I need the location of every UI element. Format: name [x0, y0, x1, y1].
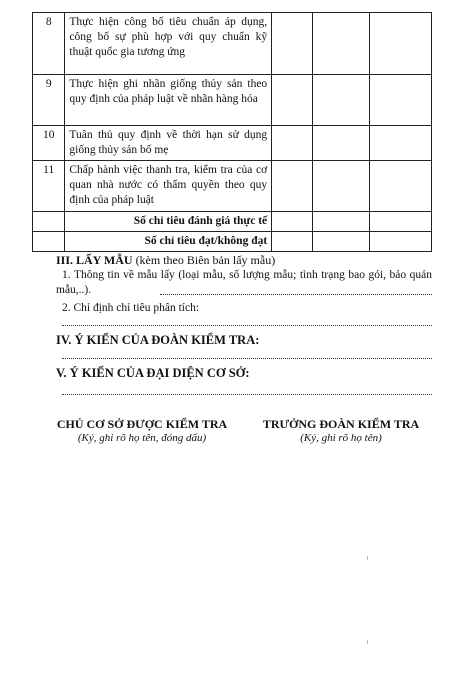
row-cell — [370, 13, 432, 75]
row-cell — [312, 212, 369, 232]
summary-row — [33, 212, 432, 232]
row-cell — [272, 161, 313, 212]
row-number: 11 — [33, 161, 65, 212]
row-cell — [370, 212, 432, 232]
dotted-line — [160, 294, 432, 295]
section-3-note: (kèm theo Biên bản lấy mẫu) — [135, 253, 276, 267]
section-3-heading — [56, 253, 275, 268]
row-cell — [370, 161, 432, 212]
summary-row — [33, 232, 432, 252]
row-number: 9 — [33, 75, 65, 126]
table-row — [33, 126, 432, 161]
row-cell — [33, 232, 65, 252]
owner-signature-note: (Ký, ghi rõ họ tên, đóng dấu) — [77, 432, 207, 444]
team-leader-signature-note: (Ký, ghi rõ họ tên) — [300, 432, 382, 444]
section-5-title: V. Ý KIẾN CỦA ĐẠI DIỆN CƠ SỞ: — [56, 366, 250, 380]
table-row — [33, 13, 432, 75]
row-cell — [272, 75, 313, 126]
row-cell — [312, 13, 369, 75]
row-criterion: Tuân thủ quy định về thời hạn sử dụng giống thủy sản bố mẹ — [65, 126, 272, 161]
section-4-title: IV. Ý KIẾN CỦA ĐOÀN KIỂM TRA: — [56, 333, 260, 347]
row-cell — [312, 75, 369, 126]
row-cell — [33, 212, 65, 232]
team-leader-signature-title: TRƯỞNG ĐOÀN KIỂM TRA — [262, 417, 420, 431]
owner-signature-title: CHỦ CƠ SỞ ĐƯỢC KIỂM TRA — [56, 417, 228, 431]
row-criterion: Thực hiện công bố tiêu chuẩn áp dụng, công bố sự phù hợp với quy chuẩn kỹ thuật quốc gia tương ứng — [65, 13, 272, 75]
row-number: 10 — [33, 126, 65, 161]
row-cell — [312, 161, 369, 212]
table-row — [33, 161, 432, 212]
row-cell — [272, 232, 313, 252]
row-cell — [370, 75, 432, 126]
dotted-line — [62, 394, 432, 395]
row-cell — [312, 126, 369, 161]
dotted-line — [62, 358, 432, 359]
section-3-title: III. LẤY MẪU — [56, 253, 133, 267]
row-number: 8 — [33, 13, 65, 75]
checklist-table — [32, 12, 432, 252]
scan-mark — [367, 640, 368, 644]
row-cell — [312, 232, 369, 252]
row-cell — [272, 212, 313, 232]
row-criterion: Chấp hành việc thanh tra, kiểm tra của cơ quan nhà nước có thẩm quyền theo quy định của pháp luật — [65, 161, 272, 212]
summary-label: Số chỉ tiêu đánh giá thực tế — [65, 212, 272, 232]
row-criterion: Thực hiện ghi nhãn giống thủy sản theo quy định của pháp luật về nhãn hàng hóa — [65, 75, 272, 126]
dotted-line — [62, 325, 432, 326]
table-row — [33, 75, 432, 126]
scan-mark — [367, 556, 368, 560]
section-3-item-1-text: 1. Thông tin về mẫu lấy (loại mẫu, số lượng mẫu; tình trạng bao gói, bảo quản mẫu,..). — [56, 269, 432, 296]
row-cell — [272, 126, 313, 161]
row-cell — [370, 126, 432, 161]
row-cell — [272, 13, 313, 75]
summary-label: Số chỉ tiêu đạt/không đạt — [65, 232, 272, 252]
section-3-item-2: 2. Chỉ định chỉ tiêu phân tích: — [62, 302, 200, 314]
row-cell — [370, 232, 432, 252]
